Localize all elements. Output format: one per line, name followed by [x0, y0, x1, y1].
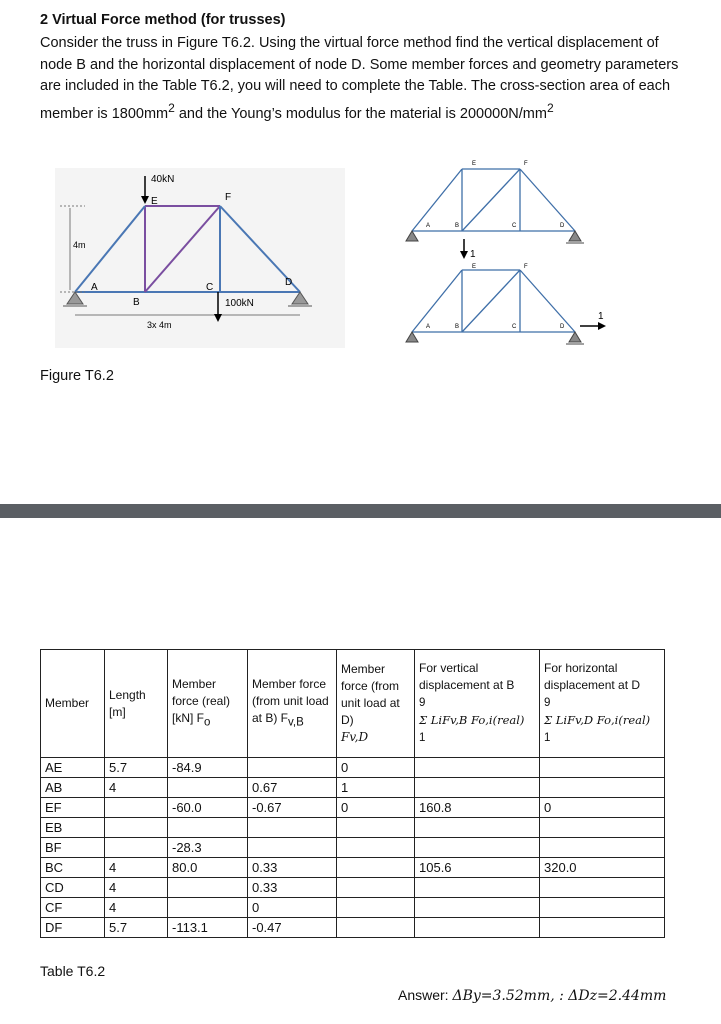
cell-length: 5.7	[105, 918, 168, 938]
cell-fvd: 1	[337, 778, 415, 798]
cell-vb	[415, 918, 540, 938]
truss-figure-main	[55, 168, 345, 348]
problem-statement	[40, 33, 690, 125]
cell-fvd: 0	[337, 798, 415, 818]
cell-hd	[540, 818, 665, 838]
cell-fvb: 0.33	[248, 878, 337, 898]
answer-values: ΔBy=3.52mm, : ΔDz=2.44mm	[452, 988, 667, 1004]
node-d-label: D	[285, 277, 293, 288]
cell-length	[105, 818, 168, 838]
header-force-real: Member force (real) [kN] $F_o$	[168, 650, 248, 758]
cell-fvb: -0.67	[248, 798, 337, 818]
table-caption: Table T6.2	[40, 963, 106, 979]
cell-fvb: -0.47	[248, 918, 337, 938]
cell-hd	[540, 878, 665, 898]
node-e-label: E	[151, 196, 158, 207]
cell-hd	[540, 778, 665, 798]
table-row	[41, 898, 665, 918]
cell-member: AB	[41, 778, 105, 798]
cell-hd: 320.0	[540, 858, 665, 878]
cell-member: AE	[41, 758, 105, 778]
node-c-label: C	[206, 282, 214, 293]
height-dimension: 4m	[73, 240, 86, 250]
unit-load-d-label: 1	[598, 311, 604, 322]
cell-vb: 160.8	[415, 798, 540, 818]
cell-fvb	[248, 758, 337, 778]
cell-vb	[415, 838, 540, 858]
answer-line	[398, 987, 666, 1004]
cell-fvb: 0	[248, 898, 337, 918]
table-row	[41, 818, 665, 838]
cell-fo	[168, 878, 248, 898]
intro-text-1: Consider the truss in Figure T6.2. Using the virtual force method find the vertical displacement of node B and the horizontal displacement of node D. Some member forces and geometry parameters are included in the Table T6.2, you will need to complete the Table. The cross-section area of each member is 1800mm	[40, 35, 679, 122]
table-header-row	[41, 650, 665, 758]
header-force-unit-d: Member force (from unit load at D) Fv,D	[337, 650, 415, 758]
intro-sup-1: 2	[168, 100, 175, 115]
cell-hd	[540, 838, 665, 858]
load-40kn-label: 40kN	[151, 174, 175, 185]
uv-node-f: F	[524, 161, 528, 167]
cell-fvd	[337, 878, 415, 898]
cell-fo	[168, 778, 248, 798]
cell-member: BC	[41, 858, 105, 878]
uv-node-e: E	[472, 161, 477, 167]
table-row	[41, 918, 665, 938]
truss-figure-unit-vertical	[400, 155, 600, 270]
cell-fvb: 0.67	[248, 778, 337, 798]
cell-vb	[415, 818, 540, 838]
node-f-label: F	[225, 192, 232, 203]
intro-sup-2: 2	[546, 100, 554, 115]
uv-node-c: C	[512, 223, 517, 229]
cell-fvd: 0	[337, 758, 415, 778]
uv-node-d: D	[560, 223, 565, 229]
cell-fvb: 0.33	[248, 858, 337, 878]
cell-fo: -60.0	[168, 798, 248, 818]
header-vertical-disp: For vertical displacement at B 9 Σ LiFv,B Fo,i(real) 1	[415, 650, 540, 758]
table-row	[41, 798, 665, 818]
cell-member: DF	[41, 918, 105, 938]
uh-node-f: F	[524, 264, 528, 270]
cell-fvb	[248, 838, 337, 858]
cell-fo	[168, 898, 248, 918]
cell-length	[105, 798, 168, 818]
table-row	[41, 778, 665, 798]
cell-length	[105, 838, 168, 858]
member-force-table	[40, 649, 665, 938]
node-b-label: B	[133, 297, 140, 308]
cell-fvd	[337, 818, 415, 838]
cell-vb	[415, 878, 540, 898]
table-row	[41, 858, 665, 878]
cell-fo: -113.1	[168, 918, 248, 938]
cell-fvb	[248, 818, 337, 838]
cell-length: 5.7	[105, 758, 168, 778]
header-force-unit-b: Member force (from unit load at B) $F_{v,B}$	[248, 650, 337, 758]
cell-fvd	[337, 898, 415, 918]
uv-node-a: A	[426, 223, 431, 229]
cell-vb	[415, 758, 540, 778]
cell-member: CF	[41, 898, 105, 918]
header-length: Length [m]	[105, 650, 168, 758]
uh-node-e: E	[472, 264, 477, 270]
table-row	[41, 838, 665, 858]
unit-load-b-label: 1	[470, 249, 476, 260]
cell-member: EB	[41, 818, 105, 838]
cell-hd	[540, 758, 665, 778]
cell-hd	[540, 918, 665, 938]
cell-member: BF	[41, 838, 105, 858]
cell-vb	[415, 778, 540, 798]
node-a-label: A	[91, 282, 98, 293]
cell-length: 4	[105, 878, 168, 898]
uh-node-d: D	[560, 324, 565, 330]
cell-fo: -28.3	[168, 838, 248, 858]
header-horizontal-disp: For horizontal displacement at D 9 Σ LiFv,D Fo,i(real) 1	[540, 650, 665, 758]
uh-node-c: C	[512, 324, 517, 330]
cell-length: 4	[105, 858, 168, 878]
cell-vb: 105.6	[415, 858, 540, 878]
truss-figure-unit-horizontal	[400, 262, 615, 352]
section-heading: 2 Virtual Force method (for trusses)	[40, 12, 286, 28]
figure-caption: Figure T6.2	[40, 368, 114, 384]
uh-node-b: B	[455, 324, 460, 330]
cell-fo: -84.9	[168, 758, 248, 778]
cell-member: CD	[41, 878, 105, 898]
uv-node-b: B	[455, 223, 460, 229]
cell-member: EF	[41, 798, 105, 818]
cell-fo: 80.0	[168, 858, 248, 878]
table-row	[41, 758, 665, 778]
uh-node-a: A	[426, 324, 431, 330]
cell-fvd	[337, 858, 415, 878]
cell-fvd	[337, 838, 415, 858]
page-divider-bar	[0, 504, 721, 518]
load-100kn-label: 100kN	[225, 298, 254, 309]
cell-fo	[168, 818, 248, 838]
header-member: Member	[41, 650, 105, 758]
cell-vb	[415, 898, 540, 918]
table-row	[41, 878, 665, 898]
cell-fvd	[337, 918, 415, 938]
span-dimension: 3x 4m	[147, 320, 172, 330]
cell-hd: 0	[540, 798, 665, 818]
answer-label: Answer:	[398, 987, 453, 1003]
intro-text-2: and the Young’s modulus for the material is 200000N/mm	[174, 105, 547, 122]
cell-length: 4	[105, 898, 168, 918]
cell-length: 4	[105, 778, 168, 798]
cell-hd	[540, 898, 665, 918]
